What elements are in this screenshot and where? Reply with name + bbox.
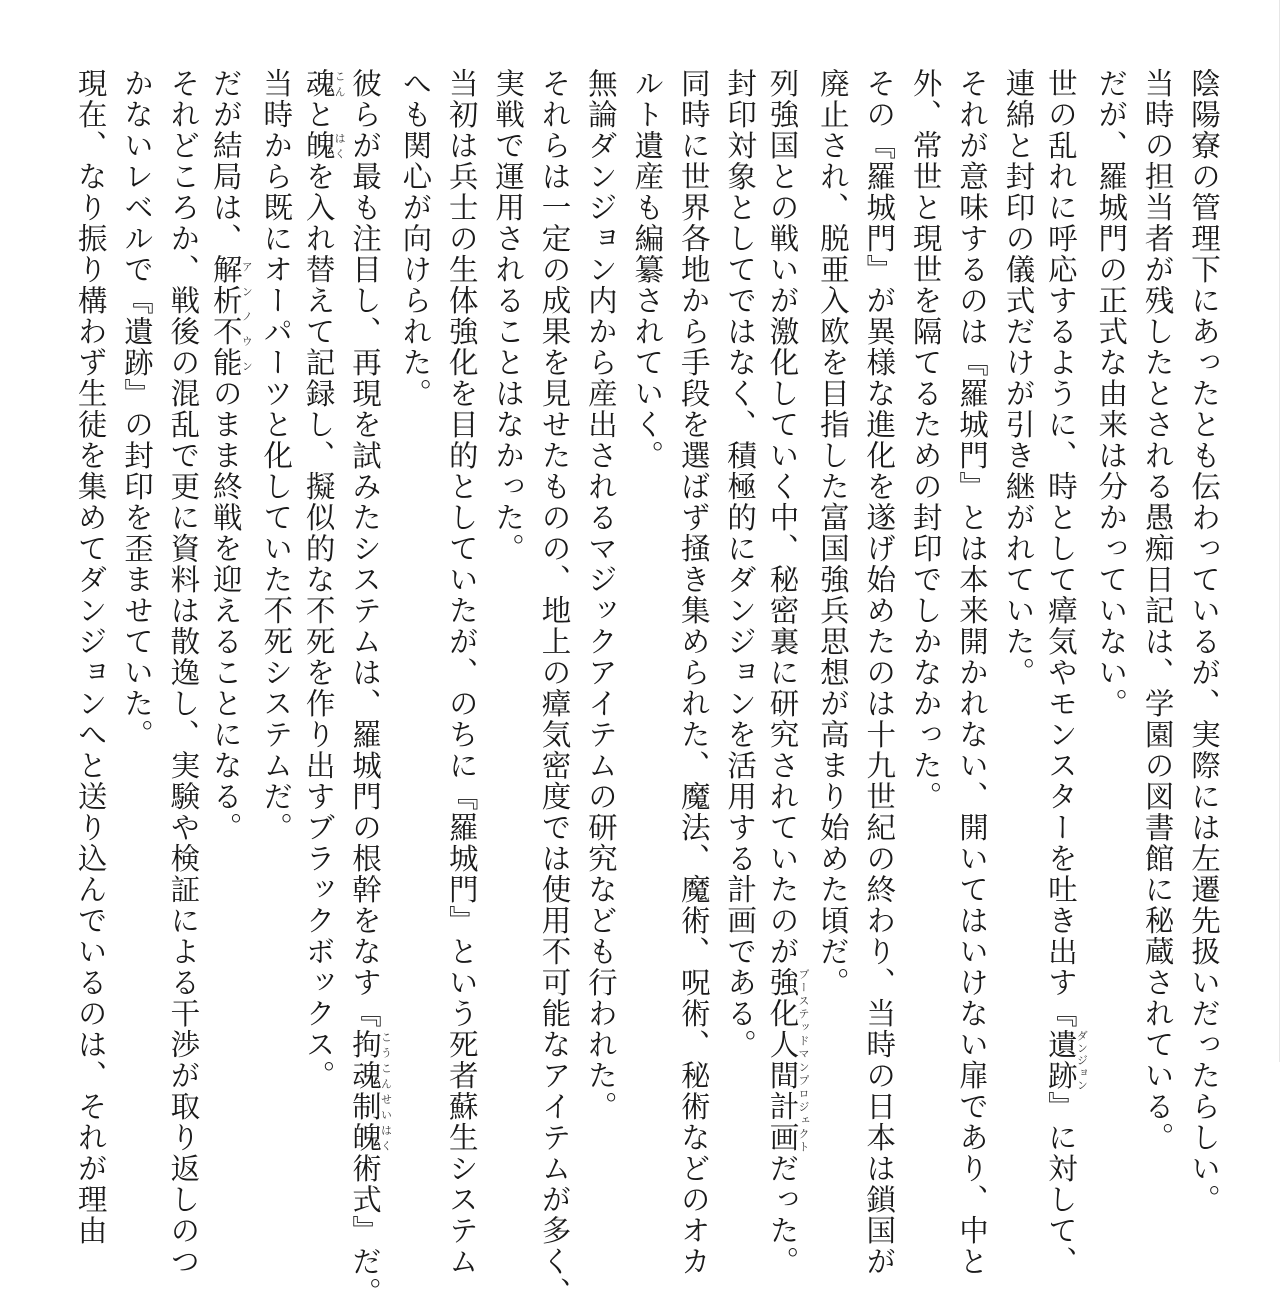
ruby-base: 拘魂制魄 [347, 1029, 382, 1153]
text-segment: それが意味するのは『羅城門』とは本来開かれない、開いてはいけない扉であり、中と [955, 68, 990, 1277]
text-line [1041, 68, 1089, 1277]
text-line [114, 68, 160, 1028]
text-segment: 世の乱れに呼応するように、時として瘴気やモンスターを吐き出す『 [1043, 68, 1078, 1029]
text-line [624, 68, 670, 1028]
text-segment: へも関心が向けられた。 [398, 68, 433, 409]
text-segment: だが結局は、 [208, 68, 243, 254]
text-line [717, 68, 763, 1060]
text-segment: その『羅城門』が異様な進化を遂げ始めたのは十九世紀の終わり、当時の日本は鎖国が [862, 68, 897, 1277]
text-segment: 当時の担当者が残したとされる愚痴日記は、学園の図書館に秘蔵されている。 [1140, 68, 1175, 1153]
text-segment: 現在、なり振り構わず生徒を集めてダンジョンへと送り込んでいるのは、それが理由 [73, 68, 108, 1246]
ruby-base: 魄 [301, 130, 336, 161]
text-segment: 彼らが最も注目し、再現を試みたシステムは、羅城門の根幹をなす『 [347, 68, 382, 1029]
text-segment: を入れ替えて記録し、擬似的な不死を作り出すブラックボックス。 [301, 161, 336, 1091]
text-line [485, 68, 531, 1028]
ruby-annotation [1043, 1029, 1089, 1091]
text-segment: それらは一定の成果を見せたものの、地上の瘴気密度では使用不可能なアイテムが多く、 [537, 68, 572, 1308]
vertical-text-body [67, 68, 1227, 1308]
text-segment: だった。 [765, 1153, 800, 1277]
text-line [67, 68, 113, 1246]
text-segment: 無論ダンジョン内から産出されるマジックアイテムの研究なども行われた。 [583, 68, 618, 1122]
text-line [160, 68, 206, 1277]
ruby-base: 強化人間計画 [765, 967, 800, 1153]
text-segment: 当初は兵士の生体強化を目的としていたが、のちに『羅城門』という死者蘇生システム [444, 68, 479, 1277]
ruby-base: 魂 [301, 68, 336, 99]
text-line [902, 68, 948, 1028]
text-line [1088, 68, 1134, 1028]
text-line [253, 68, 299, 1028]
text-segment: と [301, 99, 336, 130]
ruby-base: 遺跡 [1043, 1029, 1078, 1091]
text-line [670, 68, 716, 1277]
text-segment: だが、羅城門の正式な由来は分かっていない。 [1094, 68, 1129, 719]
text-segment: かないレベルで『遺跡』の封印を歪ませていた。 [120, 68, 155, 750]
text-segment: のまま終戦を迎えることになる。 [208, 378, 243, 843]
text-line [438, 68, 484, 1277]
text-line [531, 68, 577, 1308]
text-segment: 陰陽寮の管理下にあったとも伝わっているが、実際には左遷先扱いだったらしい。 [1187, 68, 1221, 1215]
ruby-reading: こん [333, 68, 347, 99]
ruby-annotation [301, 130, 347, 161]
text-segment: 当時から既にオーパーツと化していた不死システムだ。 [259, 68, 294, 843]
text-segment: ルト遺産も編纂されていく。 [630, 68, 665, 471]
text-segment: 列強国との戦いが激化していく中、秘密裏に研究されていたのが [765, 68, 800, 967]
text-line [346, 68, 393, 1308]
text-line [299, 68, 347, 1091]
text-line [763, 68, 810, 1277]
text-segment: それどころか、戦後の混乱で更に資料は散逸し、実験や検証による干渉が取り返しのつ [166, 68, 201, 1277]
ruby-annotation [347, 1029, 393, 1153]
ruby-reading: ダンジョン [1075, 1029, 1089, 1091]
ruby-annotation [301, 68, 347, 99]
text-line [1134, 68, 1180, 1153]
ruby-annotation [208, 254, 254, 378]
text-line [949, 68, 995, 1277]
text-segment: 封印対象としてではなく、積極的にダンジョンを活用する計画である。 [723, 68, 758, 1060]
ruby-reading: こうこんせいはく [379, 1029, 393, 1153]
ruby-base: 解析不能 [208, 254, 243, 378]
text-line [809, 68, 855, 1028]
ruby-reading: アンノウン [240, 254, 254, 378]
text-segment: 術式』だ。 [347, 1153, 382, 1308]
ruby-annotation [765, 967, 810, 1153]
text-line [1181, 68, 1227, 1215]
text-line [856, 68, 902, 1277]
ruby-reading: はく [333, 130, 347, 161]
text-segment: 同時に世界各地から手段を選ばず掻き集められた、魔法、魔術、呪術、秘術などのオカ [676, 68, 711, 1277]
text-segment: 廃止され、脱亜入欧を目指した富国強兵思想が高まり始めた頃だ。 [815, 68, 850, 998]
text-line [392, 68, 438, 1028]
text-segment: 実戦で運用されることはなかった。 [491, 68, 526, 564]
text-segment: 』に対して、 [1043, 1091, 1078, 1277]
text-segment: 連綿と封印の儀式だけが引き継がれていた。 [1001, 68, 1036, 688]
text-segment: 外、常世と現世を隔てるための封印でしかなかった。 [908, 68, 943, 812]
ruby-reading: ブーステッドマンプロジェクト [796, 967, 810, 1153]
text-line [995, 68, 1041, 1028]
text-line [206, 68, 252, 1028]
text-line [578, 68, 624, 1122]
